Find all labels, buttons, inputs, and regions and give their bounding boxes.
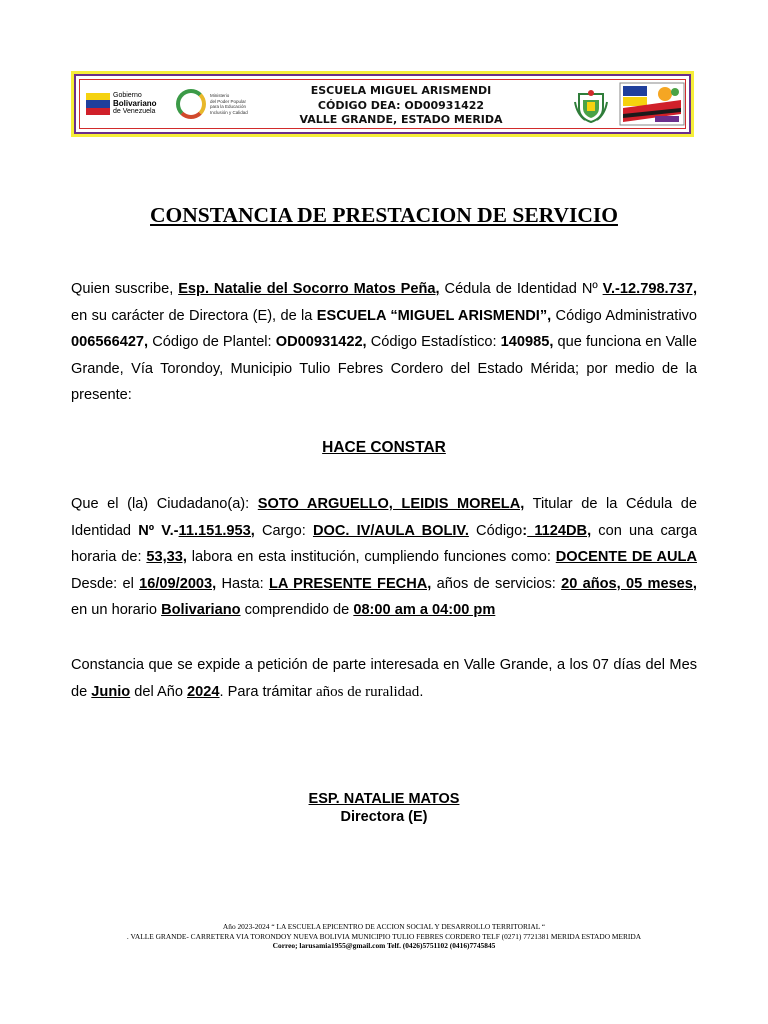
school-name-inline: ESCUELA “MIGUEL ARISMENDI”, [316,307,552,324]
employee-code: 1124DB, [527,522,592,539]
p2-text-4: Código [468,522,523,539]
issue-month: Junio [91,683,131,700]
p1-text-3: en su carácter de Directora (E), de la [71,307,317,324]
p2-text-5: con una carga horaria de: [71,522,697,566]
p2-text-6: labora en esta institución, cumpliendo funciones como: [186,549,556,566]
hace-constar-heading: HACE CONSTAR [322,439,446,456]
employee-cargo: DOC. IV/AULA BOLIV. [312,522,469,539]
ministerio-educacion-logo [176,89,248,119]
p2-text-9: años de servicios: [431,575,562,592]
gob-line-3: de Venezuela [113,108,156,116]
ministry-ring-icon [176,89,206,119]
p3-text-3: . Para trámitar [219,683,317,700]
ministry-line-4: Inclusión y Calidad [210,109,248,115]
purpose: años de ruralidad [316,683,420,700]
document-title: CONSTANCIA DE PRESTACION DE SERVICIO [150,203,618,227]
schedule-type: Bolivariano [161,602,241,619]
intro-paragraph [71,276,697,409]
sello-emblem-icon [619,82,685,126]
hour-load: 53,33, [146,549,187,566]
school-name: ESCUELA MIGUEL ARISMENDI [310,84,492,97]
gobierno-text [113,92,157,116]
p1-text-1: Quien suscribe, [71,281,179,297]
p2-text-2: Titular de la Cédula de Identidad [71,496,697,539]
p2-text-1: Que el (la) Ciudadano(a): [71,496,258,512]
footer-line-1: Año 2023-2024 “ LA ESCUELA EPICENTRO DE ACCION SOCIAL Y DESARROLLO TERRITORIAL “ [222,922,546,931]
header-banner [71,71,694,137]
stat-code: 140985, [500,334,554,351]
school-shield-icon [573,88,609,124]
employee-name: SOTO ARGUELLO, LEIDIS MORELA, [257,496,525,512]
venezuela-flag-icon [86,93,110,115]
signature-name: ESP. NATALIE MATOS [308,791,460,807]
ministry-line-2: del Poder Popular [210,98,247,104]
p1-text-2: Cédula de Identidad Nº [439,281,603,297]
start-date: 16/09/2003, [139,575,217,592]
p1-text-5: Código de Plantel: [148,334,276,351]
ministry-line-1: Ministerio [210,93,230,98]
plantel-code: OD00931422, [275,334,367,351]
issuance-paragraph [71,652,697,705]
end-date: LA PRESENTE FECHA, [268,575,432,592]
p2-text-10: en un horario [71,602,162,619]
footer-line-2: . VALLE GRANDE- CARRETERA VIA TORONDOY NUEVA BOLIVIA MUNICIPIO TULIO FEBRES CORDERO TELF (0271) 7721381 MERIDA ESTADO MERIDA [126,931,642,941]
employee-id: 11.151.953, [178,522,255,539]
signature-role: Directora (E) [340,809,428,825]
ministry-line-3: para la Educación [210,104,247,109]
school-header-text [276,84,526,128]
dea-code: CÓDIGO DEA: OD00931422 [317,98,485,112]
gob-line-2: Bolivariano [113,98,157,108]
school-location: VALLE GRANDE, ESTADO MERIDA [299,113,503,126]
admin-code: 006566427, [71,334,149,351]
p1-text-6: Código Estadístico: [366,334,501,351]
p2-text-8: Hasta: [216,575,269,592]
p3-text-4: . [419,683,424,700]
signer-id: V.-12.798.737, [602,281,698,297]
p1-text-7: que funciona en Valle Grande, Vía Torondoy, Municipio Tulio Febres Cordero del Estado Mérida; por medio de la presente: [71,334,698,404]
p3-text-2: del Año [130,683,188,700]
footer-line-3: Correo; larusamia1955@gmail.com Telf. (0426)5751102 (0416)7745845 [272,941,496,950]
ministry-text [210,93,248,115]
employee-id-prefix: Nº V.- [138,522,179,539]
schedule-hours: 08:00 am a 04:00 pm [353,602,496,619]
issue-year: 2024 [187,683,220,700]
employee-function: DOCENTE DE AULA [555,549,697,566]
p3-text-1: Constancia que se expide a petición de parte interesada en Valle Grande, a los 07 días del Mes de [71,657,697,700]
signer-name: Esp. Natalie del Socorro Matos Peña, [178,281,440,297]
p2-text-11: comprendido de [240,602,354,619]
header-banner-frame [74,74,691,134]
p1-text-4: Código Administrativo [551,307,697,324]
p2-text-3: Cargo: [254,522,313,539]
p2-text-7: Desde: el [71,575,140,592]
gob-line-1: Gobierno [113,92,142,100]
certification-paragraph [71,491,697,624]
code-colon: : [522,522,528,539]
years-of-service: 20 años, 05 meses, [561,575,697,592]
gobierno-bolivariano-logo [86,89,157,119]
page-footer [0,922,768,951]
